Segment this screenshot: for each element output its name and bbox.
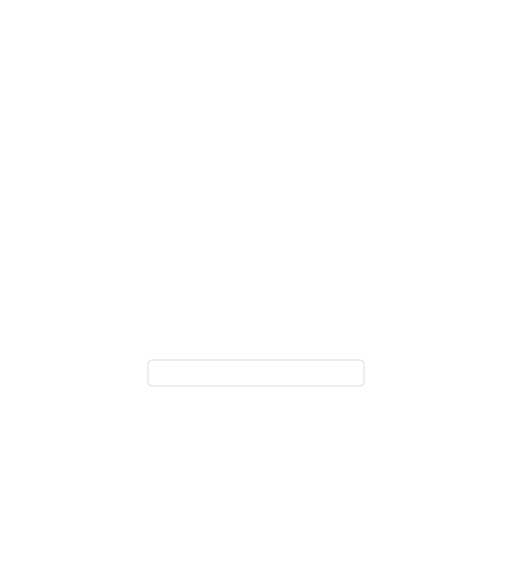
watermark-stamp-graphic [146, 356, 366, 390]
watermark-stamp [146, 356, 366, 390]
